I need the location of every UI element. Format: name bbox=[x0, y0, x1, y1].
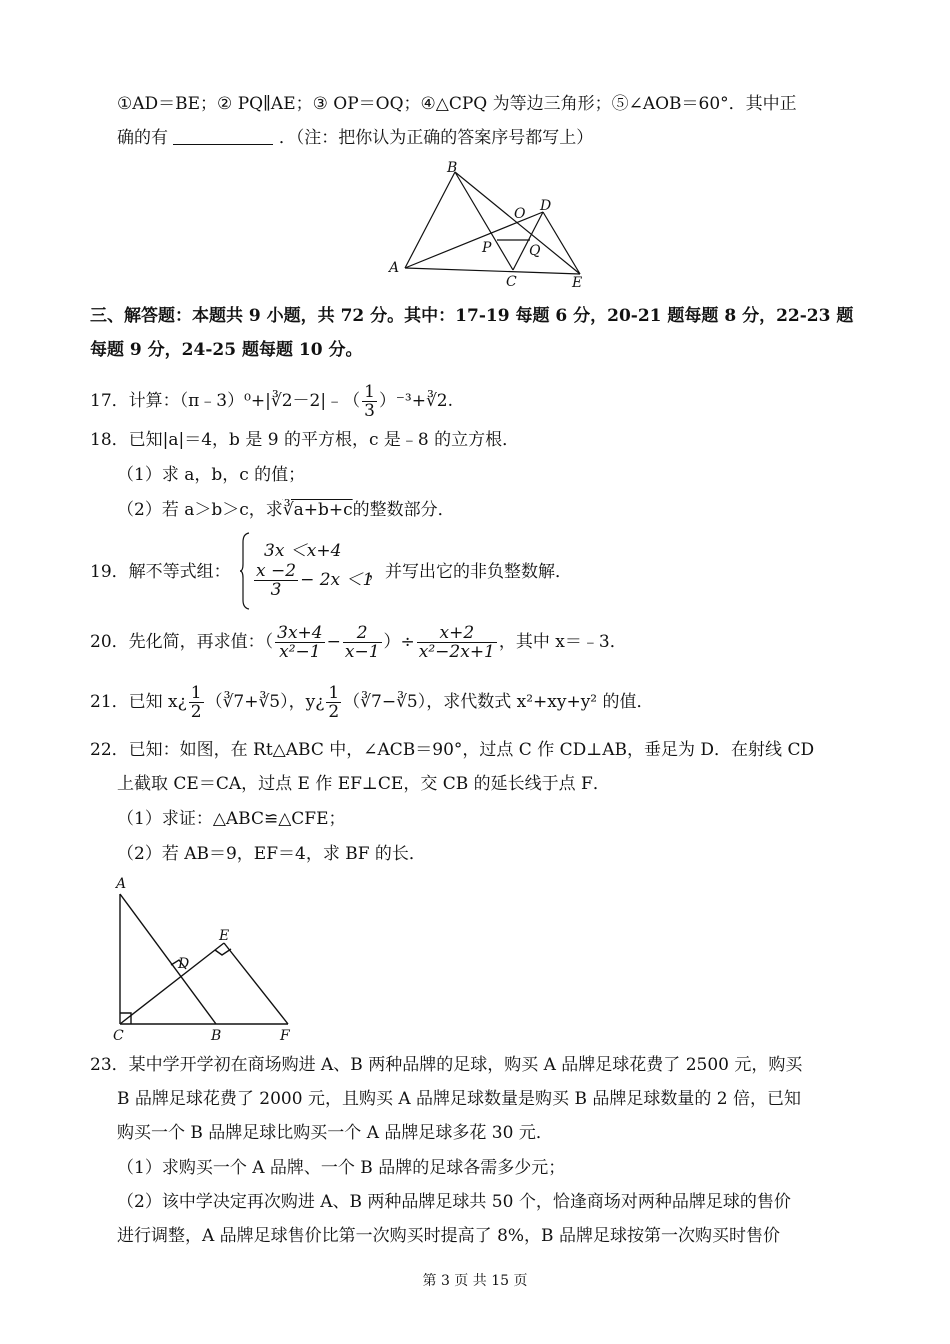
q19-eq2: $\frac{x -2}{3}$ − 2x ＜1 bbox=[256, 561, 374, 600]
q22-line1: 22．已知：如图，在 Rt△ABC 中，∠ACB＝90°，过点 C 作 CD⊥AB，垂足为 D．在射线 CD bbox=[90, 740, 815, 760]
q22-part1: （1）求证：△ABC≌△CFE； bbox=[117, 809, 346, 829]
q21: 21．已知 x¿ $\frac{1}{2}$ （∛7+∛5），y¿ $\frac{1}{2}$ （∛7−∛5），求代数式 x²+xy+y² 的值． bbox=[90, 683, 654, 722]
fig16-label-c: C bbox=[506, 274, 517, 290]
section3-header-line2: 每题 9 分，24-25 题每题 10 分。 bbox=[90, 340, 363, 360]
q19-eq1: 3x ＜x+4 bbox=[264, 541, 342, 561]
q23-line1: 23．某中学开学初在商场购进 A、B 两种品牌的足球，购买 A 品牌足球花费了 2500 元，购买 bbox=[90, 1055, 803, 1075]
q22-part2: （2）若 AB＝9，EF＝4，求 BF 的长． bbox=[117, 844, 426, 864]
q22-figure bbox=[108, 872, 298, 1044]
q20: 20．先化简，再求值：（ $\frac{3x+4}{\text{x²−1}}$ − $\frac{2}{x-1}$ ）÷ $\frac{x+2}{\text{x²−2x+1}}$ ，其中 x＝﹣3． bbox=[90, 623, 627, 662]
q16-line2-pre: 确的有 bbox=[117, 128, 168, 148]
page-footer: 第 3 页 共 15 页 bbox=[422, 1273, 528, 1289]
section3-header-line1: 三、解答题：本题共 9 小题，共 72 分。其中：17-19 每题 6 分，20-21 题每题 8 分，22-23 题 bbox=[90, 306, 854, 326]
q16-line2 bbox=[117, 126, 593, 150]
fig16-label-q: Q bbox=[529, 243, 541, 259]
q18-part2: （2）若 a＞b＞c，求∛a+b+c的整数部分． bbox=[117, 500, 455, 520]
fig16-label-b: B bbox=[447, 160, 458, 176]
q16-figure bbox=[385, 158, 595, 293]
q19-pre: 19．解不等式组： bbox=[90, 562, 231, 582]
q17-post: ）⁻³+∛2. bbox=[378, 391, 454, 411]
answer-blank bbox=[173, 128, 273, 145]
q23-line3: 购买一个 B 品牌足球比购买一个 A 品牌足球多花 30 元． bbox=[117, 1123, 553, 1143]
fig22-label-c: C bbox=[113, 1028, 124, 1044]
fig22-label-b: B bbox=[211, 1028, 222, 1044]
q19-inequality-system bbox=[240, 532, 380, 610]
fig22-label-d: D bbox=[178, 956, 190, 972]
fig16-label-o: O bbox=[514, 206, 526, 222]
q18-stem: 18．已知|a|＝4，b 是 9 的平方根，c 是﹣8 的立方根． bbox=[90, 430, 520, 450]
fig16-label-d: D bbox=[540, 198, 552, 214]
q23-line2: B 品牌足球花费了 2000 元，且购买 A 品牌足球数量是购买 B 品牌足球数量的 2 倍，已知 bbox=[117, 1089, 801, 1109]
q18-radical: ∛a+b+c bbox=[282, 500, 353, 520]
q23-part2-line1: （2）该中学决定再次购进 A、B 两种品牌足球共 50 个，恰逢商场对两种品牌足球的售价 bbox=[117, 1192, 791, 1212]
q16-line1: ①AD＝BE；② PQ∥AE；③ OP＝OQ；④△CPQ 为等边三角形；⑤∠AOB＝60°．其中正 bbox=[117, 94, 797, 114]
fig22-label-f: F bbox=[280, 1028, 290, 1044]
q22-line2: 上截取 CE＝CA，过点 E 作 EF⊥CE，交 CB 的延长线于点 F． bbox=[117, 774, 610, 794]
q17-fraction: $\frac{1}{3}$ bbox=[364, 382, 375, 421]
fig16-label-a: A bbox=[389, 260, 400, 276]
q18-part1: （1）求 a，b，c 的值； bbox=[117, 465, 306, 485]
fig22-label-e: E bbox=[219, 928, 230, 944]
q16-line2-post: ．（注：把你认为正确的答案序号都写上） bbox=[278, 128, 594, 148]
q17-pre: 17．计算：（π﹣3）⁰+|∛2－2|﹣（ bbox=[90, 391, 361, 411]
q17 bbox=[90, 383, 453, 420]
fig22-label-a: A bbox=[116, 876, 127, 892]
q23-part2-line2: 进行调整，A 品牌足球售价比第一次购买时提高了 8%，B 品牌足球按第一次购买时售价 bbox=[117, 1226, 780, 1246]
fig16-label-e: E bbox=[572, 275, 583, 291]
fig16-label-p: P bbox=[482, 240, 492, 256]
q19-post: ，并写出它的非负整数解． bbox=[368, 562, 572, 582]
q23-part1: （1）求购买一个 A 品牌、一个 B 品牌的足球各需多少元； bbox=[117, 1158, 566, 1178]
